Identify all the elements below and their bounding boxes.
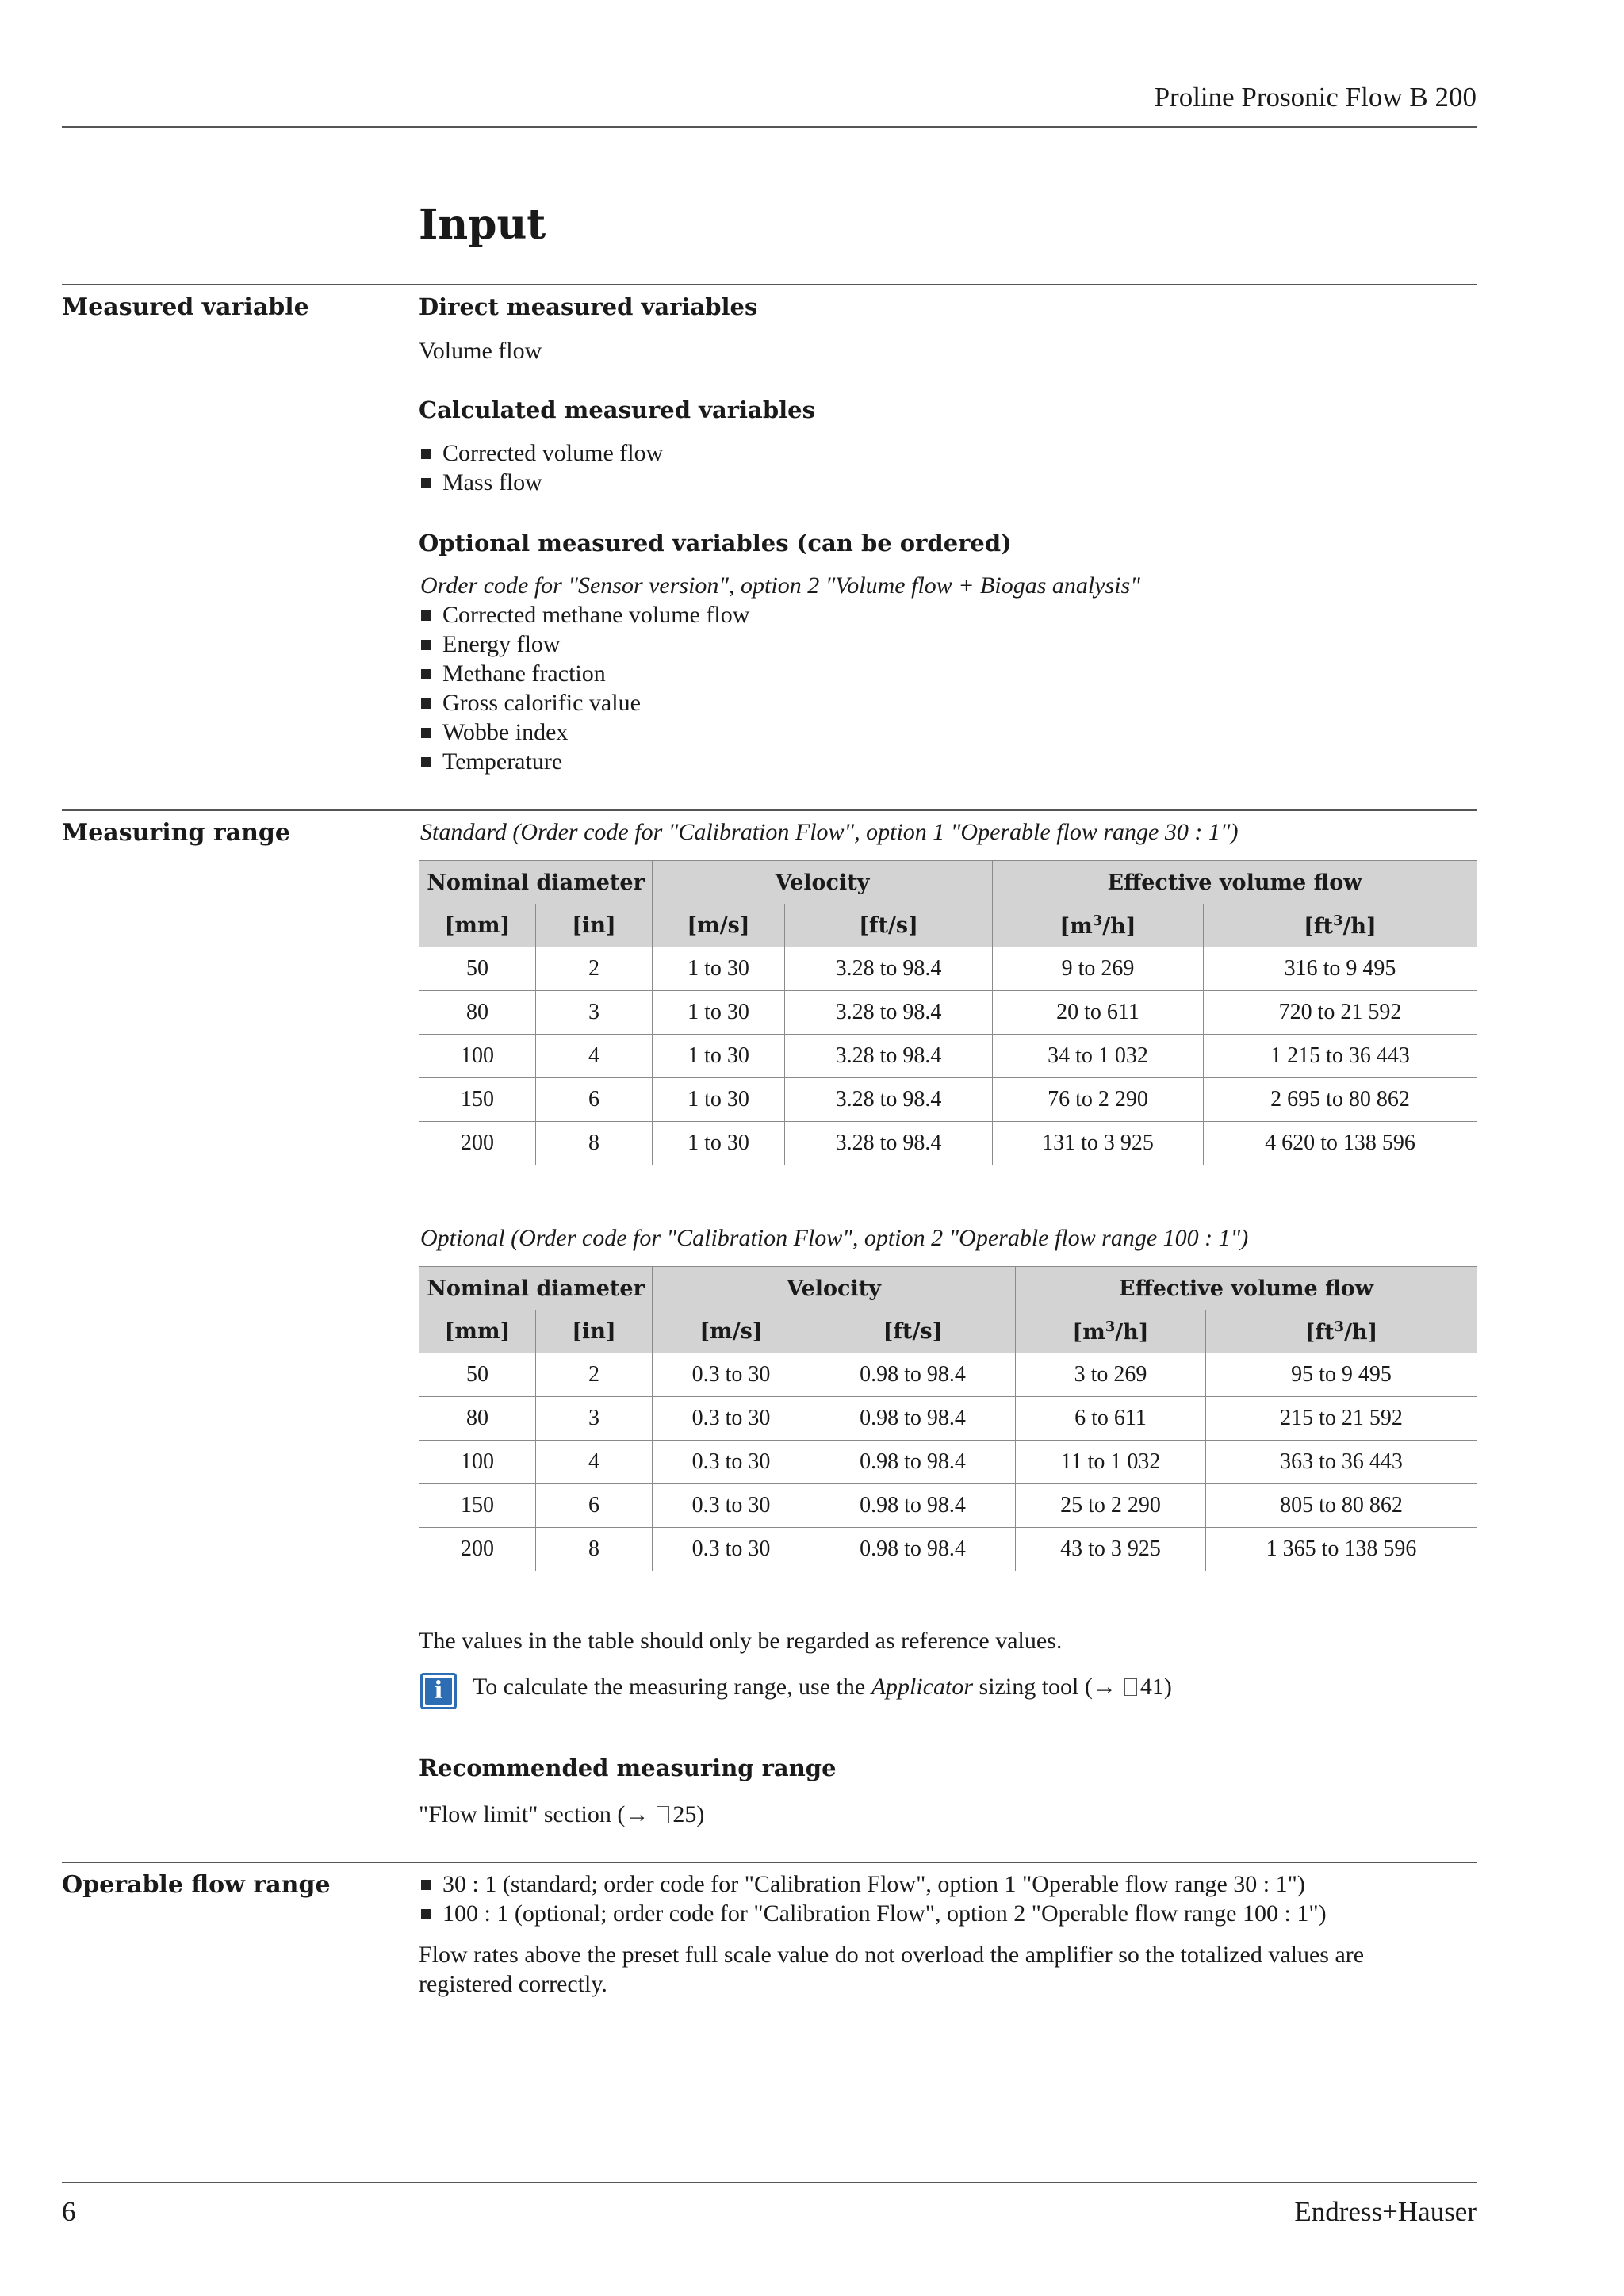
table-cell: 95 to 9 495	[1206, 1353, 1477, 1397]
table-cell: 6	[536, 1484, 653, 1528]
list-item: Corrected volume flow	[419, 438, 663, 468]
table-cell: 4	[536, 1441, 653, 1484]
table-cell: 80	[419, 1397, 536, 1441]
header-ft3h: $[ft^3/h]$	[1204, 904, 1477, 947]
operable-flow-note: Flow rates above the preset full scale value do not overload the amplifier so the totalized values are registered correctly.	[419, 1942, 1365, 1997]
header-rule	[62, 126, 1477, 128]
header-effective-volume-flow: Effective volume flow	[993, 861, 1477, 905]
table-cell: 1 365 to 138 596	[1206, 1528, 1477, 1571]
optional-table-body	[419, 1353, 1477, 1571]
list-item: 100 : 1 (optional; order code for "Calibration Flow", option 2 "Operable flow range 100 : 1")	[419, 1899, 1327, 1928]
header-velocity: Velocity	[653, 861, 993, 905]
table-cell: 6 to 611	[1016, 1397, 1206, 1441]
optional-list	[419, 600, 749, 776]
recommended-heading: Recommended measuring range	[419, 1755, 837, 1781]
direct-text: Volume flow	[419, 338, 542, 364]
header-nominal-diameter: Nominal diameter	[419, 861, 653, 905]
table-cell: 131 to 3 925	[993, 1122, 1204, 1165]
calculated-heading: Calculated measured variables	[419, 396, 815, 423]
header-in: [in]	[536, 1310, 653, 1353]
table-cell: 215 to 21 592	[1206, 1397, 1477, 1441]
info-text: To calculate the measuring range, use the Applicator sizing tool (→ 41)	[473, 1674, 1172, 1700]
document-title: Proline Prosonic Flow B 200	[1154, 82, 1477, 113]
table-row	[419, 1122, 1477, 1165]
list-item: Energy flow	[419, 629, 749, 659]
table-cell: 34 to 1 032	[993, 1035, 1204, 1078]
header-ft3h: $[ft^3/h]$	[1206, 1310, 1477, 1353]
table-cell: 0.98 to 98.4	[810, 1353, 1016, 1397]
table-cell: 50	[419, 947, 536, 991]
standard-range-table	[419, 860, 1477, 1165]
optional-caption: Optional (Order code for "Calibration Flow", option 2 "Operable flow range 100 : 1")	[420, 1225, 1249, 1251]
measuring-range-label: Measuring range	[62, 819, 290, 847]
standard-table-body	[419, 947, 1477, 1165]
table-cell: 200	[419, 1528, 536, 1571]
list-item: Gross calorific value	[419, 688, 749, 718]
header-ms: [m/s]	[653, 904, 785, 947]
table-cell: 3.28 to 98.4	[785, 1078, 993, 1122]
table-cell: 1 to 30	[653, 991, 785, 1035]
table-cell: 2 695 to 80 862	[1204, 1078, 1477, 1122]
page-reference-icon	[1124, 1678, 1137, 1696]
applicator-page-link[interactable]: 41)	[1139, 1674, 1172, 1700]
section-rule-1	[62, 284, 1477, 285]
table-row	[419, 1353, 1477, 1397]
recommended-text: "Flow limit" section (→ 25)	[419, 1801, 705, 1827]
table-cell: 2	[536, 1353, 653, 1397]
table-cell: 11 to 1 032	[1016, 1441, 1206, 1484]
list-item: Wobbe index	[419, 718, 749, 747]
table-cell: 3 to 269	[1016, 1353, 1206, 1397]
table-cell: 0.98 to 98.4	[810, 1397, 1016, 1441]
table-cell: 4 620 to 138 596	[1204, 1122, 1477, 1165]
table-cell: 43 to 3 925	[1016, 1528, 1206, 1571]
table-cell: 20 to 611	[993, 991, 1204, 1035]
table-cell: 1 to 30	[653, 1122, 785, 1165]
table-cell: 0.3 to 30	[653, 1528, 810, 1571]
page-number: 6	[62, 2196, 76, 2227]
flow-limit-page-link[interactable]: 25)	[672, 1801, 705, 1827]
optional-note: Order code for "Sensor version", option 2 "Volume flow + Biogas analysis"	[420, 572, 1140, 599]
header-fts: [ft/s]	[785, 904, 993, 947]
table-cell: 3.28 to 98.4	[785, 1035, 993, 1078]
table-cell: 6	[536, 1078, 653, 1122]
table-cell: 100	[419, 1441, 536, 1484]
table-row	[419, 1397, 1477, 1441]
table-cell: 3	[536, 1397, 653, 1441]
header-ms: [m/s]	[653, 1310, 810, 1353]
direct-heading: Direct measured variables	[419, 293, 758, 320]
table-cell: 3.28 to 98.4	[785, 947, 993, 991]
header-fts: [ft/s]	[810, 1310, 1016, 1353]
operable-flow-range-label: Operable flow range	[62, 1871, 331, 1899]
standard-caption: Standard (Order code for "Calibration Flow", option 1 "Operable flow range 30 : 1")	[420, 819, 1239, 845]
table-cell: 3.28 to 98.4	[785, 991, 993, 1035]
table-cell: 0.98 to 98.4	[810, 1441, 1016, 1484]
section-title: Input	[419, 201, 546, 249]
table-cell: 316 to 9 495	[1204, 947, 1477, 991]
table-row	[419, 1035, 1477, 1078]
table-cell: 50	[419, 1353, 536, 1397]
table-cell: 150	[419, 1484, 536, 1528]
list-item: 30 : 1 (standard; order code for "Calibration Flow", option 1 "Operable flow range 30 : 1")	[419, 1869, 1327, 1899]
table-cell: 1 to 30	[653, 1035, 785, 1078]
table-cell: 805 to 80 862	[1206, 1484, 1477, 1528]
table-cell: 100	[419, 1035, 536, 1078]
info-icon: i	[420, 1673, 457, 1709]
header-m3h: $[m^3/h]$	[993, 904, 1204, 947]
section-rule-2	[62, 809, 1477, 811]
table-cell: 1 215 to 36 443	[1204, 1035, 1477, 1078]
section-rule-3	[62, 1862, 1477, 1863]
table-cell: 1 to 30	[653, 1078, 785, 1122]
table-cell: 150	[419, 1078, 536, 1122]
header-mm: [mm]	[419, 904, 536, 947]
table-row	[419, 1484, 1477, 1528]
table-cell: 8	[536, 1122, 653, 1165]
table-row	[419, 947, 1477, 991]
table-cell: 0.98 to 98.4	[810, 1528, 1016, 1571]
optional-heading: Optional measured variables (can be ordered)	[419, 530, 1012, 557]
table-cell: 4	[536, 1035, 653, 1078]
table-cell: 363 to 36 443	[1206, 1441, 1477, 1484]
list-item: Methane fraction	[419, 659, 749, 688]
footer-brand: Endress+Hauser	[1294, 2196, 1477, 2227]
table-cell: 720 to 21 592	[1204, 991, 1477, 1035]
operable-flow-list	[419, 1869, 1327, 1928]
table-row	[419, 1078, 1477, 1122]
calculated-list	[419, 438, 663, 497]
table-row	[419, 1528, 1477, 1571]
table-cell: 0.3 to 30	[653, 1484, 810, 1528]
table-cell: 80	[419, 991, 536, 1035]
optional-range-table	[419, 1266, 1477, 1571]
header-mm: [mm]	[419, 1310, 536, 1353]
header-nominal-diameter: Nominal diameter	[419, 1267, 653, 1311]
table-cell: 200	[419, 1122, 536, 1165]
table-cell: 1 to 30	[653, 947, 785, 991]
table-cell: 2	[536, 947, 653, 991]
table-cell: 0.3 to 30	[653, 1397, 810, 1441]
table-cell: 3	[536, 991, 653, 1035]
table-cell: 8	[536, 1528, 653, 1571]
table-cell: 9 to 269	[993, 947, 1204, 991]
table-row	[419, 1441, 1477, 1484]
table-cell: 0.3 to 30	[653, 1353, 810, 1397]
table-cell: 0.98 to 98.4	[810, 1484, 1016, 1528]
list-item: Temperature	[419, 747, 749, 776]
page-reference-icon	[657, 1806, 669, 1823]
table-row	[419, 991, 1477, 1035]
list-item: Mass flow	[419, 468, 663, 497]
header-velocity: Velocity	[653, 1267, 1016, 1311]
measured-variable-label: Measured variable	[62, 293, 309, 321]
list-item: Corrected methane volume flow	[419, 600, 749, 629]
table-cell: 3.28 to 98.4	[785, 1122, 993, 1165]
header-in: [in]	[536, 904, 653, 947]
header-effective-volume-flow: Effective volume flow	[1016, 1267, 1477, 1311]
header-m3h: $[m^3/h]$	[1016, 1310, 1206, 1353]
table-cell: 0.3 to 30	[653, 1441, 810, 1484]
table-cell: 76 to 2 290	[993, 1078, 1204, 1122]
reference-note: The values in the table should only be regarded as reference values.	[419, 1628, 1063, 1654]
footer-rule	[62, 2182, 1477, 2183]
table-cell: 25 to 2 290	[1016, 1484, 1206, 1528]
